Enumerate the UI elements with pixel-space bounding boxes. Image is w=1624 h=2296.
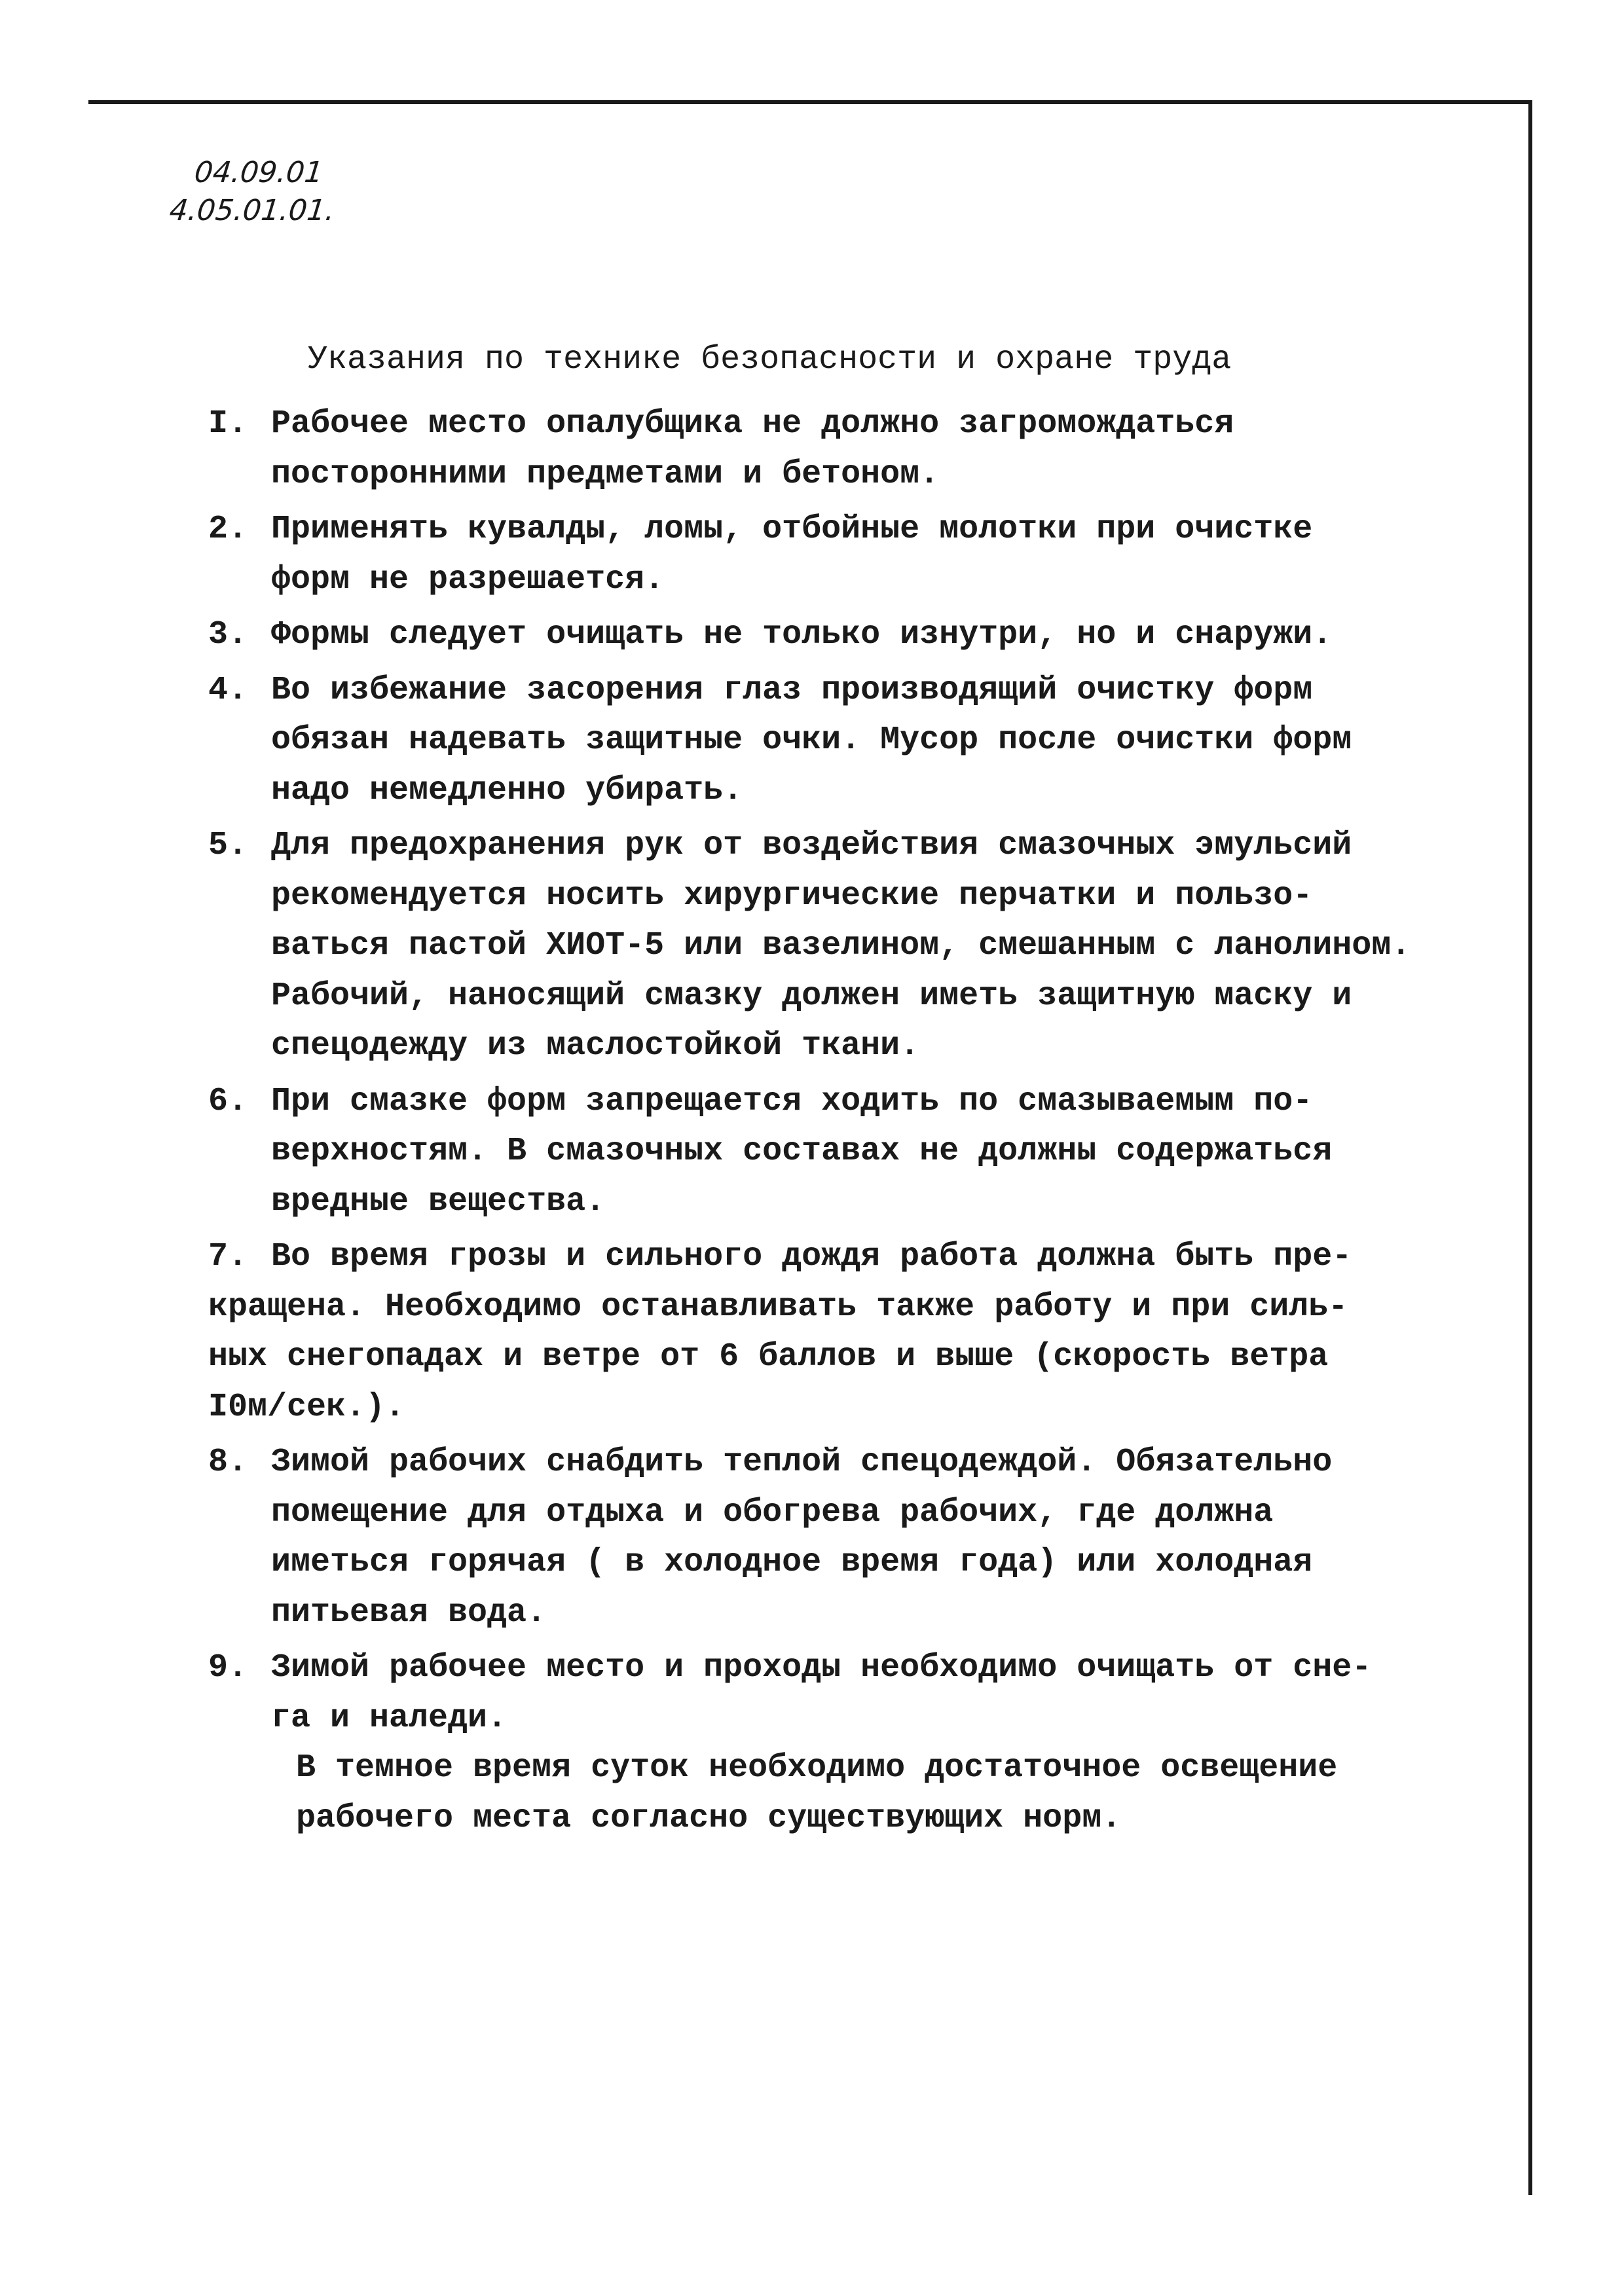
item-number: 9. [208,1649,248,1686]
item-text-line: ваться пастой ХИОТ-5 или вазелином, смешанным с ланолином. [271,927,1411,964]
list-item [0,1438,1506,1638]
item-text-line: При смазке форм запрещается ходить по смазываемым по- [271,1082,1313,1120]
item-number: 7. [208,1238,248,1275]
list-item [0,610,1506,661]
item-text-line: га и наледи. [271,1699,507,1737]
handwritten-codes [168,154,341,230]
section-title: Указания по технике безопасности и охране труда [308,341,1232,378]
list-item [0,1643,1506,1844]
safety-instructions-list [0,399,1506,1844]
item-number: 6. [208,1082,248,1120]
item-text-line: Во избежание засорения глаз производящий очистку форм [271,671,1313,709]
item-number: 8. [208,1444,248,1481]
document-code-1: 04.09.01 [193,156,325,189]
item-sub-text-line: В темное время суток необходимо достаточное освещение [296,1749,1338,1787]
item-text-line: надо немедленно убирать. [271,771,743,809]
list-item [0,1077,1506,1228]
item-text-line: Зимой рабочих снабдить теплой спецодеждой. Обязательно [271,1444,1333,1481]
item-text-line: рекомендуется носить хирургические перчатки и пользо- [271,877,1313,915]
item-number: 5. [208,827,248,864]
item-text-line: кращена. Необходимо останавливать также работу и при силь- [208,1288,1348,1326]
item-text-line: иметься горячая ( в холодное время года) или холодная [271,1544,1313,1581]
list-item [0,505,1506,605]
item-text-line: форм не разрешается. [271,560,665,598]
list-item [0,399,1506,500]
item-text-line: помещение для отдыха и обогрева рабочих, где должна [271,1493,1274,1531]
item-text-line: Зимой рабочее место и проходы необходимо очищать от сне- [271,1649,1372,1686]
item-text-line: Формы следует очищать не только изнутри, но и снаружи. [271,616,1333,653]
item-number: 2. [208,511,248,548]
item-text-line: спецодежду из маслостойкой ткани. [271,1027,920,1065]
item-number: 4. [208,671,248,709]
item-text-line: Рабочий, наносящий смазку должен иметь защитную маску и [271,977,1352,1015]
list-item [0,666,1506,816]
document-code-2: 4.05.01.01. [168,194,337,227]
page-frame-right-border [1528,100,1532,2195]
item-text-line: Во время грозы и сильного дождя работа должна быть пре- [271,1238,1352,1275]
item-text-line: Для предохранения рук от воздействия смазочных эмульсий [271,827,1352,864]
item-text-line: питьевая вода. [271,1594,547,1631]
item-text-line: верхностям. В смазочных составах не должны содержаться [271,1133,1333,1170]
item-text-line: I0м/сек.). [208,1388,405,1426]
item-text-line: Применять кувалды, ломы, отбойные молотки при очистке [271,511,1313,548]
list-item [0,1232,1506,1432]
item-sub-text-line: рабочего места согласно существующих норм. [296,1799,1122,1837]
item-number: I. [208,405,248,443]
item-text-line: вредные вещества. [271,1182,606,1220]
item-number: 3. [208,616,248,653]
page-frame-top-border [88,100,1532,104]
list-item [0,821,1506,1072]
item-text-line: ных снегопадах и ветре от 6 баллов и выше (скорость ветра [208,1338,1329,1376]
item-text-line: Рабочее место опалубщика не должно загромождаться [271,405,1234,443]
item-text-line: обязан надевать защитные очки. Мусор после очистки форм [271,721,1352,759]
item-text-line: посторонними предметами и бетоном. [271,455,940,493]
